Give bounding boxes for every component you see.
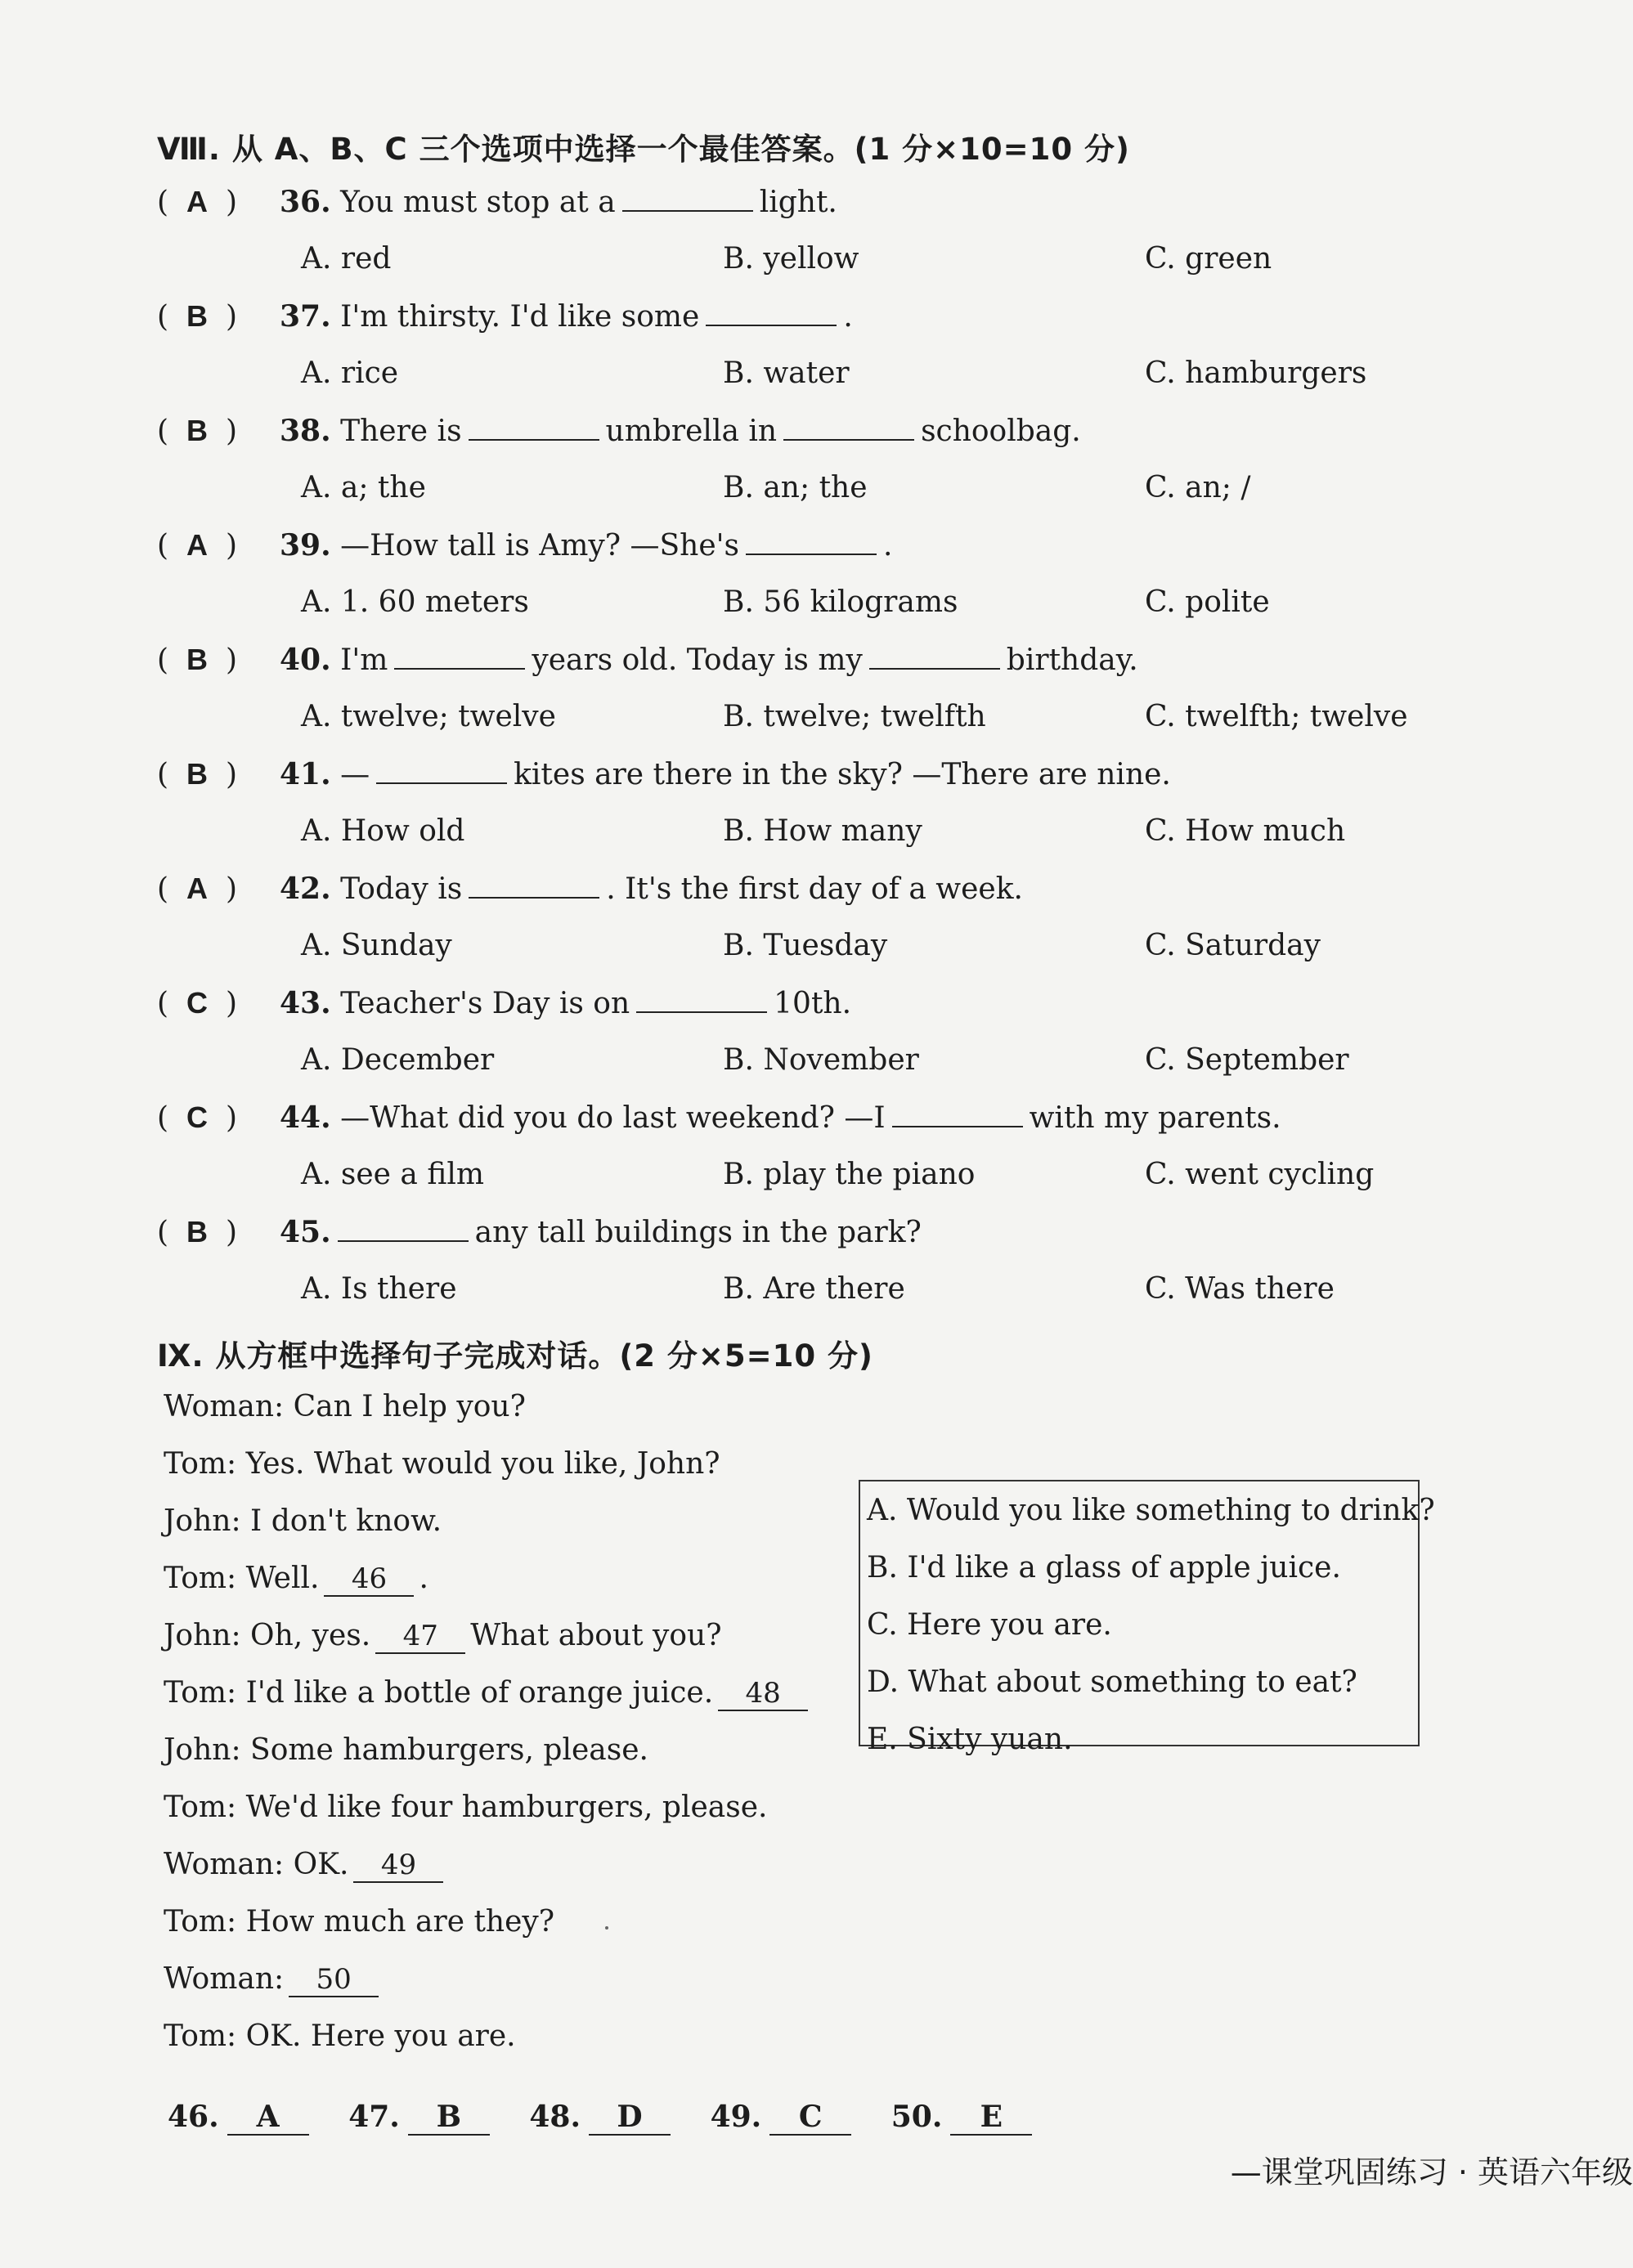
option-c: C. Was there xyxy=(1145,1272,1335,1306)
question-37: ( B ) 37. I'm thirsty. I'd like some . xyxy=(157,299,853,334)
option-b: B. an; the xyxy=(723,471,868,504)
option-b: B. How many xyxy=(723,814,922,848)
answer-46: 46. A xyxy=(168,2100,309,2136)
answer-mark: C xyxy=(186,986,209,1020)
answer-mark: B xyxy=(186,1215,209,1248)
option-a: A. How old xyxy=(301,814,465,848)
option-b: B. November xyxy=(723,1043,919,1077)
answer-mark: A xyxy=(186,872,209,905)
option-c: C. hamburgers xyxy=(1145,356,1367,390)
dialogue-line: John: I don't know. xyxy=(164,1504,442,1538)
answer-mark: A xyxy=(186,185,209,218)
dialogue-line: Woman: OK. 49 xyxy=(164,1848,448,1883)
option-a: A. red xyxy=(301,242,392,276)
option-b: B. twelve; twelfth xyxy=(723,700,986,733)
option-c: C. polite xyxy=(1145,585,1270,619)
question-36: ( A ) 36. You must stop at a light. xyxy=(157,185,837,219)
gap-47: 47 xyxy=(375,1620,465,1654)
blank xyxy=(338,1216,469,1242)
option-b: B. Tuesday xyxy=(723,929,888,962)
answer-mark: B xyxy=(186,757,209,791)
answer-mark: B xyxy=(186,299,209,333)
answer-50: 50. E xyxy=(891,2100,1033,2136)
option-b: B. water xyxy=(723,356,850,390)
blank xyxy=(746,529,877,555)
option-a: A. December xyxy=(301,1043,495,1077)
box-option-e: E. Sixty yuan. xyxy=(867,1723,1073,1756)
option-b: B. yellow xyxy=(723,242,859,276)
blank xyxy=(394,643,525,670)
blank xyxy=(892,1101,1023,1127)
question-45: ( B ) 45. any tall buildings in the park? xyxy=(157,1215,922,1249)
answer-48: 48. D xyxy=(529,2100,671,2136)
box-option-d: D. What about something to eat? xyxy=(867,1665,1357,1699)
section-8-title: Ⅷ. 从 A、B、C 三个选项中选择一个最佳答案。(1 分×10=10 分) xyxy=(157,132,1130,167)
options-box xyxy=(859,1480,1435,1756)
question-38: ( B ) 38. There is umbrella in schoolbag. xyxy=(157,414,1081,448)
option-c: C. green xyxy=(1145,242,1272,276)
box-option-c: C. Here you are. xyxy=(867,1608,1112,1642)
box-option-a: A. Would you like something to drink? xyxy=(867,1494,1435,1527)
option-a: A. see a film xyxy=(301,1158,484,1191)
option-a: A. Sunday xyxy=(301,929,452,962)
blank xyxy=(469,872,599,899)
option-b: B. 56 kilograms xyxy=(723,585,958,619)
scan-speck xyxy=(605,1926,608,1930)
option-a: A. twelve; twelve xyxy=(301,700,556,733)
option-c: C. twelfth; twelve xyxy=(1145,700,1408,733)
dialogue-line: Tom: OK. Here you are. xyxy=(164,2019,516,2053)
question-39: ( A ) 39. —How tall is Amy? —She's . xyxy=(157,528,893,563)
option-a: A. a; the xyxy=(301,471,426,504)
dialogue-line: Tom: Yes. What would you like, John? xyxy=(164,1447,720,1481)
dialogue-line: Tom: How much are they? xyxy=(164,1905,555,1939)
answer-mark: B xyxy=(186,414,209,447)
dialogue-line: Tom: I'd like a bottle of orange juice. 48 xyxy=(164,1676,813,1711)
dialogue-line: Woman: Can I help you? xyxy=(164,1390,526,1423)
dialogue-line: John: Some hamburgers, please. xyxy=(164,1733,648,1767)
dialogue-line: Woman: 50 xyxy=(164,1962,384,1997)
gap-48: 48 xyxy=(718,1677,808,1711)
question-43: ( C ) 43. Teacher's Day is on 10th. xyxy=(157,986,852,1020)
blank xyxy=(622,186,753,212)
section-9-title: Ⅸ. 从方框中选择句子完成对话。(2 分×5=10 分) xyxy=(157,1338,873,1374)
option-a: A. 1. 60 meters xyxy=(301,585,529,619)
option-c: C. went cycling xyxy=(1145,1158,1375,1191)
answer-mark: C xyxy=(186,1100,209,1134)
answer-row xyxy=(168,2100,1061,2136)
dialogue-line: Tom: We'd like four hamburgers, please. xyxy=(164,1791,768,1824)
gap-49: 49 xyxy=(353,1849,443,1883)
box-option-b: B. I'd like a glass of apple juice. xyxy=(867,1551,1341,1584)
blank xyxy=(869,643,1000,670)
blank xyxy=(636,987,767,1013)
gap-50: 50 xyxy=(289,1963,379,1997)
dialogue-line: John: Oh, yes. 47 What about you? xyxy=(164,1619,722,1652)
option-c: C. September xyxy=(1145,1043,1349,1077)
option-c: C. Saturday xyxy=(1145,929,1321,962)
answer-49: 49. C xyxy=(711,2100,852,2136)
page-footer: —课堂巩固练习 · 英语六年级 xyxy=(1230,2154,1633,2190)
option-b: B. play the piano xyxy=(723,1158,976,1191)
option-a: A. rice xyxy=(301,356,399,390)
answer-mark: A xyxy=(186,528,209,562)
option-c: C. How much xyxy=(1145,814,1346,848)
option-b: B. Are there xyxy=(723,1272,905,1306)
option-c: C. an; / xyxy=(1145,471,1251,504)
blank xyxy=(469,415,599,441)
answer-47: 47. B xyxy=(348,2100,490,2136)
question-44: ( C ) 44. —What did you do last weekend? —I with my parents. xyxy=(157,1100,1281,1135)
question-41: ( B ) 41. — kites are there in the sky? —There are nine. xyxy=(157,757,1171,791)
dialogue-line: Tom: Well. 46 . xyxy=(164,1562,428,1595)
blank xyxy=(783,415,914,441)
option-a: A. Is there xyxy=(301,1272,457,1306)
question-42: ( A ) 42. Today is . It's the first day of a week. xyxy=(157,872,1023,906)
blank xyxy=(706,300,837,326)
gap-46: 46 xyxy=(324,1562,414,1597)
blank xyxy=(376,758,507,784)
question-40: ( B ) 40. I'm years old. Today is my birthday. xyxy=(157,643,1138,677)
answer-mark: B xyxy=(186,643,209,676)
